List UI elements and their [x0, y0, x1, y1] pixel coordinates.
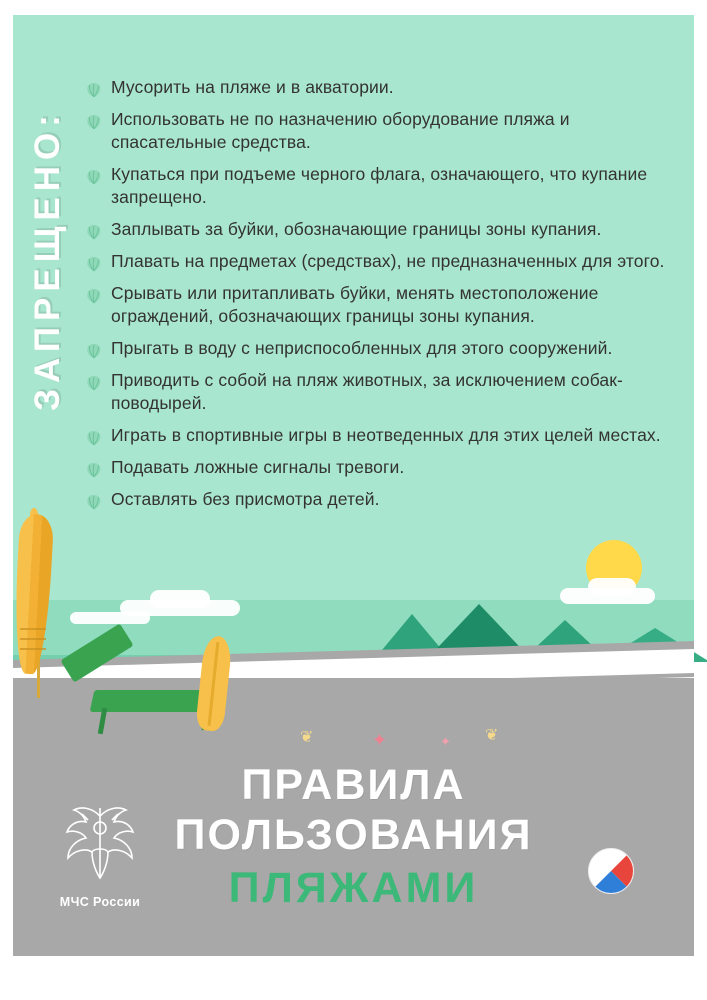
emblem	[40, 800, 160, 909]
rule-text: Приводить с собой на пляж животных, за исключением собак-поводырей.	[111, 370, 623, 413]
rule-text: Играть в спортивные игры в неотведенных для этих целей местах.	[111, 425, 661, 445]
shell-bullet-icon	[86, 114, 102, 130]
list-item	[86, 282, 686, 328]
shell-bullet-icon	[86, 430, 102, 446]
cloud-icon	[70, 612, 150, 624]
list-item	[86, 337, 686, 360]
rule-text: Заплывать за буйки, обозначающие границы зоны купания.	[111, 219, 602, 239]
title-line-3: ПЛЯЖАМИ	[228, 864, 479, 912]
shell-bullet-icon	[86, 343, 102, 359]
emblem-caption: МЧС России	[59, 895, 141, 909]
rule-text: Оставлять без присмотра детей.	[111, 489, 380, 509]
shell-bullet-icon	[86, 375, 102, 391]
cloud-icon	[560, 588, 655, 604]
shell-bullet-icon	[86, 224, 102, 240]
shell-bullet-icon	[86, 169, 102, 185]
shell-icon: ❦	[485, 727, 499, 744]
list-item	[86, 369, 686, 415]
rule-text: Купаться при подъеме черного флага, означающего, что купание запрещено.	[111, 164, 648, 207]
double-headed-eagle-emblem-icon	[58, 873, 142, 890]
rule-text: Подавать ложные сигналы тревоги.	[111, 457, 405, 477]
list-item	[86, 108, 686, 154]
list-item	[86, 456, 686, 479]
rule-text: Прыгать в воду с неприспособленных для этого сооружений.	[111, 338, 613, 358]
shell-icon: ❦	[300, 729, 314, 746]
title-line-2: ПОЛЬЗОВАНИЯ	[174, 811, 533, 859]
rule-text: Мусорить на пляже и в акватории.	[111, 77, 394, 97]
list-item	[86, 76, 686, 99]
title-line-1: ПРАВИЛА	[241, 761, 466, 809]
beach-ball-icon	[588, 848, 634, 894]
page-title-forbidden: ЗАПРЕЩЕНО:	[28, 109, 67, 411]
starfish-icon: ✦	[440, 734, 451, 749]
rules-list	[86, 76, 686, 520]
starfish-icon: ✦	[372, 730, 388, 750]
list-item	[86, 488, 686, 511]
shell-bullet-icon	[86, 462, 102, 478]
shell-bullet-icon	[86, 494, 102, 510]
list-item	[86, 250, 686, 273]
list-item	[86, 218, 686, 241]
rule-text: Использовать не по назначению оборудование пляжа и спасательные средства.	[111, 109, 570, 152]
shell-bullet-icon	[86, 288, 102, 304]
rule-text: Срывать или притапливать буйки, менять местоположение ограждений, обозначающих границы зоны купания.	[111, 283, 599, 326]
rule-text: Плавать на предметах (средствах), не предназначенных для этого.	[111, 251, 665, 271]
shell-bullet-icon	[86, 256, 102, 272]
list-item	[86, 163, 686, 209]
shell-bullet-icon	[86, 82, 102, 98]
beach-umbrella-icon	[8, 508, 68, 698]
list-item	[86, 424, 686, 447]
